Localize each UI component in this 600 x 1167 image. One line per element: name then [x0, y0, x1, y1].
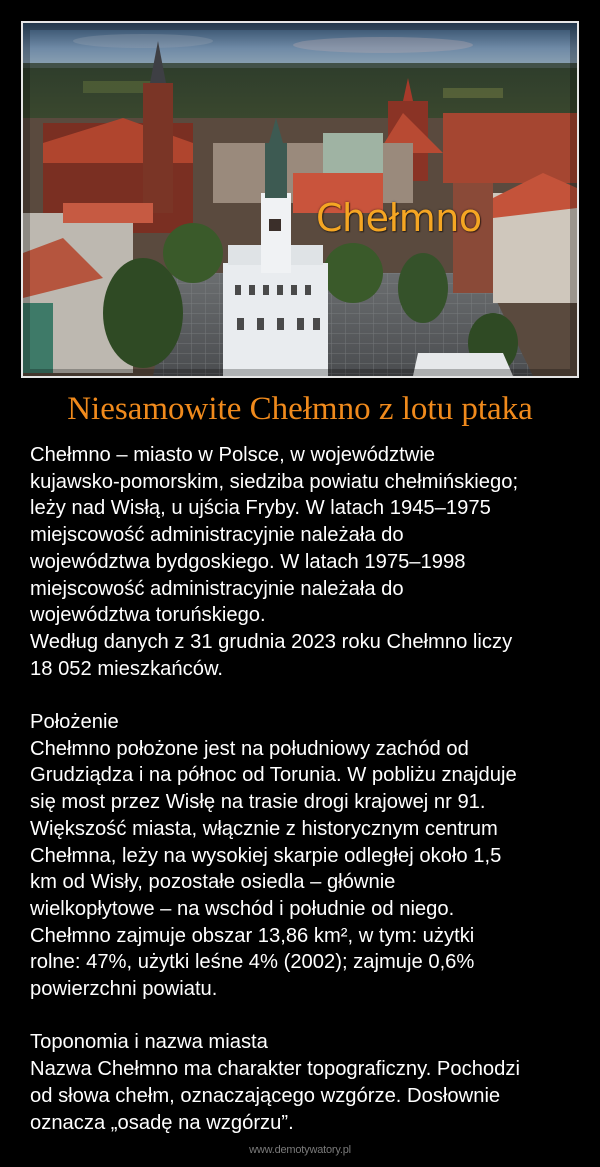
- text-line: 18 052 mieszkańców.: [30, 657, 224, 680]
- section-heading-toponymy: Toponomia i nazwa miasta: [30, 1031, 268, 1054]
- text-line: Większość miasta, włącznie z historycznym centrum: [30, 817, 498, 840]
- text-line: Nazwa Chełmno ma charakter topograficzny. Pochodzi: [30, 1058, 520, 1081]
- location-paragraph: [30, 736, 590, 1003]
- text-line: województwa bydgoskiego. W latach 1975–1998: [30, 550, 466, 573]
- text-line: wielkopłytowe – na wschód i południe od niego.: [30, 897, 455, 920]
- article-body: [30, 442, 590, 1136]
- text-line: Chełmno zajmuje obszar 13,86 km², w tym: użytki: [30, 924, 475, 947]
- text-line: km od Wisły, pozostałe osiedla – głównie: [30, 871, 396, 894]
- text-line: Chełmna, leży na wysokiej skarpie odległej około 1,5: [30, 844, 502, 867]
- text-line: województwa toruńskiego.: [30, 604, 266, 627]
- site-watermark: www.demotywatory.pl: [249, 1144, 351, 1156]
- page-title: Niesamowite Chełmno z lotu ptaka: [67, 391, 533, 427]
- text-line: się most przez Wisłę na trasie drogi krajowej nr 91.: [30, 791, 486, 814]
- text-line: Chełmno położone jest na południowy zachód od: [30, 737, 469, 760]
- text-line: miejscowość administracyjnie należała do: [30, 524, 404, 547]
- intro-paragraph: [30, 442, 590, 682]
- text-line: Według danych z 31 grudnia 2023 roku Chełmno liczy: [30, 630, 513, 653]
- text-line: rolne: 47%, użytki leśne 4% (2002); zajmuje 0,6%: [30, 951, 475, 974]
- section-heading-location: Położenie: [30, 711, 119, 734]
- text-line: Chełmno – miasto w Polsce, w województwie: [30, 444, 436, 466]
- aerial-photo-illustration: [23, 23, 577, 376]
- paragraph-gap: [30, 1003, 590, 1030]
- text-line: leży nad Wisłą, u ujścia Fryby. W latach 1945–1975: [30, 497, 491, 520]
- text-line: miejscowość administracyjnie należała do: [30, 577, 404, 600]
- text-line: oznacza „osadę na wzgórzu”.: [30, 1111, 294, 1134]
- text-line: Grudziądza i na północ od Torunia. W pobliżu znajduje: [30, 764, 517, 787]
- aerial-photo: [21, 21, 579, 378]
- paragraph-gap: [30, 682, 590, 709]
- text-line: powierzchni powiatu.: [30, 978, 218, 1001]
- photo-caption: Chełmno: [316, 196, 482, 240]
- text-line: kujawsko-pomorskim, siedziba powiatu chełmińskiego;: [30, 470, 519, 493]
- toponymy-paragraph: [30, 1056, 590, 1136]
- text-line: od słowa chełm, oznaczającego wzgórze. Dosłownie: [30, 1084, 501, 1107]
